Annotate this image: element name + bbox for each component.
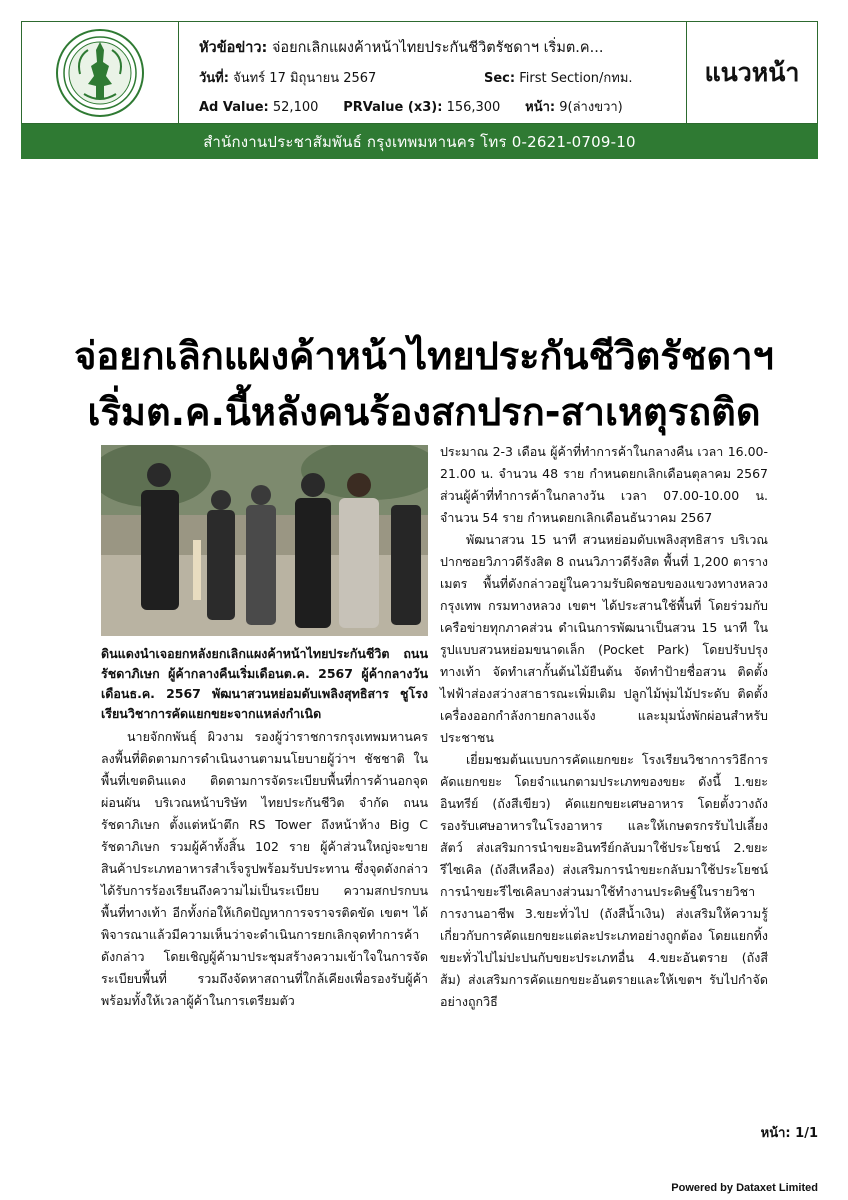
body-paragraph: ประมาณ 2-3 เดือน ผู้ค้าที่ทำการค้าในกลางคืน เวลา 16.00-21.00 น. จำนวน 48 ราย กำหนดยกเลิกเดือนตุลาคม 2567 ส่วนผู้ค้าที่ทำการค้าในกลางวัน เวลา 07.00-10.00 น. จำนวน 54 ราย กำหนดยกเลิกเดือนธันวาคม 2567	[440, 444, 768, 525]
office-banner: สำนักงานประชาสัมพันธ์ กรุงเทพมหานคร โทร 0-2621-0709-10	[21, 124, 818, 159]
date-label: วันที่:	[199, 71, 229, 86]
section-field	[484, 67, 633, 88]
section-label: Sec:	[484, 71, 516, 86]
headline-value: จ่อยกเลิกแผงค้าหน้าไทยประกันชีวิตรัชดาฯ เริ่มต.ค...	[271, 40, 604, 56]
clipping-header	[21, 21, 818, 124]
news-photo	[101, 445, 428, 636]
bangkok-seal-icon	[54, 28, 146, 118]
logo-cell	[22, 22, 179, 123]
date-value: จันทร์ 17 มิถุนายน 2567	[233, 71, 377, 86]
body-left-column: นายจักกพันธุ์ ผิวงาม รองผู้ว่าราชการกรุงเทพมหานคร ลงพื้นที่ติดตามการดำเนินงานตามนโยบายผู้ว่าฯ ชัชชาติ ในพื้นที่เขตดินแดง ติดตามการจัดระเบียบพื้นที่การค้านอกจุดผ่อนผัน บริเวณหน้าบริษัท ไทยประกันชีวิต จำกัด ถนนรัชดาภิเษก ตั้งแต่หน้าตึก RS Tower ถึงหน้าห้าง Big C รัชดาภิเษก รวมผู้ค้าทั้งสิ้น 102 ราย ผู้ค้าส่วนใหญ่จะขายสินค้าประเภทอาหารสำเร็จรูปพร้อมรับประทาน ซึ่งจุดดังกล่าวได้รับการร้องเรียนถึงความไม่เป็นระเบียบ ความสกปรกบนพื้นที่ทางเท้า อีกทั้งก่อให้เกิดปัญหาการจราจรติดขัด เขตฯ ได้พิจารณาแล้วมีความเห็นว่าจะดำเนินการยกเลิกจุดทำการค้าดังกล่าว โดยเชิญผู้ค้ามาประชุมสร้างความเข้าใจในการจัดระเบียบพื้นที่ รวมถึงจัดหาสถานที่ใกล้เคียงเพื่อรองรับผู้ค้า พร้อมทั้งให้เวลาผู้ค้าในการเตรียมตัว	[101, 729, 428, 1008]
page-value: 9(ล่างขวา)	[559, 100, 623, 115]
pr-value-label: PRValue (x3):	[343, 100, 443, 115]
pr-value: 156,300	[446, 100, 501, 115]
clipping-info	[179, 22, 687, 123]
publication-name: แนวหน้า	[704, 58, 800, 87]
headline-label: หัวข้อข่าว:	[199, 40, 268, 56]
ad-value-label: Ad Value:	[199, 100, 269, 115]
headline-line-2: เริ่มต.ค.นี้หลังคนร้องสกปรก-สาเหตุรถติด	[87, 390, 761, 434]
page-number: หน้า: 1/1	[760, 1126, 818, 1141]
powered-by: Powered by Dataxet Limited	[671, 1182, 818, 1194]
article-headline	[40, 328, 808, 440]
headline-line-1: จ่อยกเลิกแผงค้าหน้าไทยประกันชีวิตรัชดาฯ	[74, 334, 774, 378]
body-right-column	[440, 441, 768, 1013]
page-label: หน้า:	[525, 100, 556, 115]
ad-value: 52,100	[272, 100, 319, 115]
value-row	[199, 96, 623, 117]
date-row	[199, 67, 669, 88]
headline-row	[199, 36, 603, 59]
photo-caption: ดินแดงนำเจอยกหลังยกเลิกแผงค้าหน้าไทยประกันชีวิต ถนนรัชดาภิเษก ผู้ค้ากลางคืนเริ่มเดือนต.ค. 2567 ผู้ค้ากลางวันเดือนธ.ค. 2567 พัฒนาสวนหย่อมดับเพลิงสุทธิสาร ชูโรงเรียนวิชาการคัดแยกขยะจากแหล่งกำเนิด	[101, 646, 428, 721]
body-paragraph: พัฒนาสวน 15 นาที สวนหย่อมดับเพลิงสุทธิสาร บริเวณปากซอยวิภาวดีรังสิต 8 ถนนวิภาวดีรังสิต พื้นที่ 1,200 ตารางเมตร พื้นที่ดังกล่าวอยู่ในความรับผิดชอบของแขวงทางหลวงกรุงเทพ กรมทางหลวง เขตฯ ได้ประสานใช้พื้นที่ โดยร่วมกับเครือข่ายทุกภาคส่วน ดำเนินการพัฒนาเป็นสวน 15 นาที ในรูปแบบสวนหย่อมขนาดเล็ก (Pocket Park) โดยปรับปรุงทางเท้า จัดทำเสากั้นต้นไม้ยืนต้น จัดทำป้ายชื่อสวน ติดตั้งไฟฟ้าส่องสว่างสาธารณะเพิ่มเติม ปลูกไม้พุ่มไม้ประดับ ติดตั้งเครื่องออกกำลังกายกลางแจ้ง และมุมนั่งพักผ่อนสำหรับประชาชน	[440, 532, 768, 745]
section-value: First Section/กทม.	[519, 71, 633, 86]
body-paragraph: เยี่ยมชมต้นแบบการคัดแยกขยะ โรงเรียนวิชาการวิธีการคัดแยกขยะ โดยจำแนกตามประเภทของขยะ ดังนี้ 1.ขยะอินทรีย์ (ถังสีเขียว) คัดแยกขยะเศษอาหาร โดยตั้งวางถังรองรับเศษอาหารในโรงอาหาร และให้เกษตรกรรับไปเลี้ยงสัตว์ ส่งเสริมการนำขยะอินทรีย์กลับมาใช้ประโยชน์ 2.ขยะรีไซเคิล (ถังสีเหลือง) ส่งเสริมการนำขยะกลับมาใช้ประโยชน์ การนำขยะรีไซเคิลบางส่วนมาใช้ทำงานประดิษฐ์ในรายวิชาการงานอาชีพ 3.ขยะทั่วไป (ถังสีน้ำเงิน) ส่งเสริมให้ความรู้เกี่ยวกับการคัดแยกขยะแต่ละประเภทอย่างถูกต้อง โดยแยกทิ้งขยะทั่วไปไม่ปะปนกับขยะประเภทอื่น 4.ขยะอันตราย (ถังสีส้ม) ส่งเสริมการคัดแยกขยะอันตรายและให้เขตฯ รับไปกำจัดอย่างถูกวิธี	[440, 752, 768, 1009]
news-photo-image	[101, 445, 428, 636]
